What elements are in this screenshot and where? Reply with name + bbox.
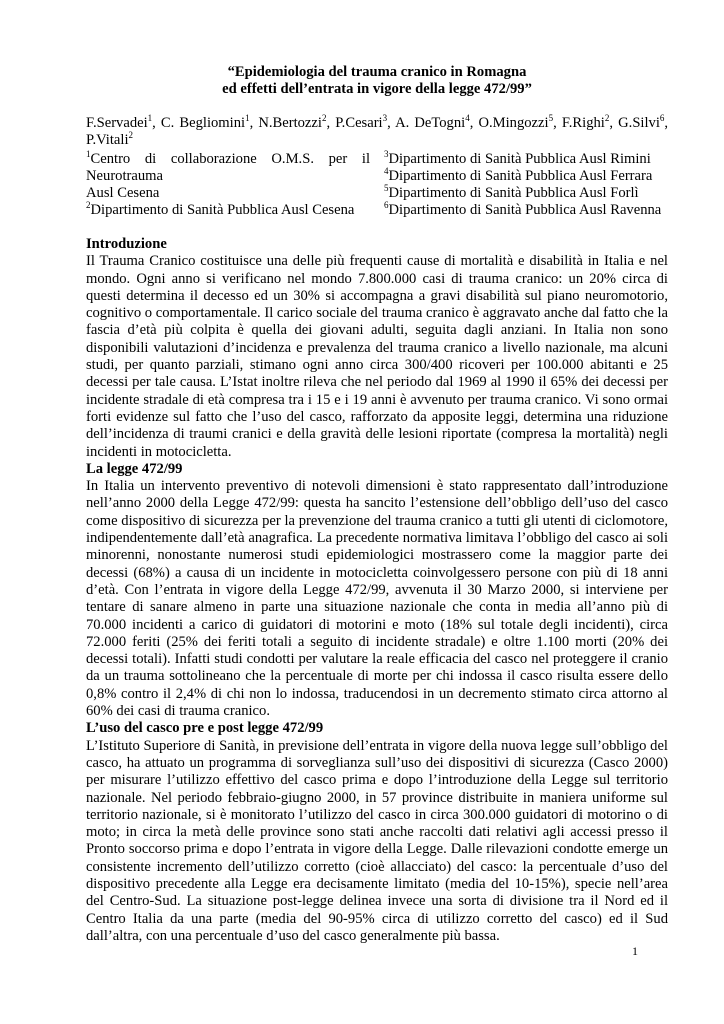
affiliation-text: Ausl Cesena [86,185,160,201]
affiliation-marker: 6 [384,200,389,211]
author-name: P.Cesari [335,115,383,131]
author-affiliation-marker: 2 [128,130,134,141]
affiliation-line [86,202,370,219]
affiliation-marker: 4 [384,166,389,177]
author-name: F.Righi [561,115,605,131]
page-number: 1 [632,944,638,958]
author-affiliation-marker: 5 [548,113,554,124]
document-title-line-2: ed effetti dell’entrata in vigore della legge 472/99” [222,81,532,97]
author-affiliation-marker: 2 [604,113,610,124]
affiliations-right-column [384,151,668,219]
author-affiliation-marker: 2 [321,113,327,124]
affiliation-line [384,168,668,185]
affiliation-line [86,185,370,202]
affiliation-text: Dipartimento di Sanità Pubblica Ausl Forlì [388,185,639,201]
affiliation-line [384,151,668,168]
affiliation-text: Dipartimento di Sanità Pubblica Ausl Cesena [90,202,355,218]
affiliation-line [384,185,668,202]
affiliation-text: Dipartimento di Sanità Pubblica Ausl Ravenna [388,202,662,218]
section-heading: La legge 472/99 [86,460,183,477]
author-name: G.Silvi [618,115,660,131]
affiliation-marker: 2 [86,200,91,211]
section-legge-472-99 [86,461,668,720]
author-name: P.Vitali [86,132,129,148]
document-title-line-1: “Epidemiologia del trauma cranico in Romagna [227,64,527,80]
affiliations [86,151,668,219]
author-list: F.Servadei$^1$, C. Begliomini$^1$, N.Bertozzi$^2$, P.Cesari$^3$, A. DeTogni$^4$, O.Mingozzi$^5$, F.Righi$^2$, G.Silvi$^6$, P.Vitali$^2$ [86,113,669,148]
affiliations-left-column [86,151,370,219]
document-content [86,64,668,945]
author-affiliation-marker: 6 [659,113,665,124]
author-name: A. DeTogni [395,115,466,131]
affiliation-line [86,168,370,185]
author-affiliation-marker: 4 [465,113,470,124]
affiliation-marker: 5 [384,183,389,194]
author-affiliation-marker: 3 [382,113,388,124]
author-name: F.Servadei [86,115,148,131]
section-heading: Introduzione [86,236,167,252]
affiliation-line [86,151,370,168]
section-heading: L’uso del casco pre e post legge 472/99 [86,720,324,737]
section-body: In Italia un intervento preventivo di notevoli dimensioni è stato rappresentato dall’introduzione nell’anno 2000 della Legge 472/99: questa ha sancito l’estensione dell’obbligo dell’uso del casco come dispositivo di sicurezza per la prevenzione del trauma cranico a tutti gli utenti di ciclomotore, indipendentemente dall’età anagrafica. La precedente normativa limitava l’obbligo del casco ai soli minorenni, nonostante numerosi studi epidemiologici mostrassero come la maggior parte dei decessi (68%) a causa di un incidente in motocicletta coinvolgessero persone con più di 18 anni d’età. Con l’entrata in vigore della Legge 472/99, avvenuta il 30 Marzo 2000, si interviene per tentare di sanare almeno in parte una situazione nazionale che conta in media all’anno più di 70.000 incidenti a carico di guidatori di motorini e moto (18% sul totale degli incidenti), circa 72.000 feriti (25% dei feriti totali a seguito di incidente stradale) e oltre 1.100 morti (20% dei decessi totali). Infatti studi condotti per valutare la reale efficacia del casco nel proteggere il cranio da un trauma sottolineano che la percentuale di morte per chi indossa il casco risulta essere dello 0,8% contro il 2,4% di chi non lo indossa, traducendosi in un decremento stimato circa attorno al 60% dei casi di trauma cranico. [86,478,668,720]
section-body: L’Istituto Superiore di Sanità, in previsione dell’entrata in vigore della nuova legge sull’obbligo del casco, ha attuato un programma di sorveglianza sull’uso dei dispositivi di sicurezza (Casco 2000) per misurare l’utilizzo effettivo del casco prima e dopo l’introduzione della Legge sul territorio nazionale. Nel periodo febbraio-giugno 2000, in 57 province distribuite in maniera uniforme sul territorio nazionale, si è monitorato l’utilizzo del casco in circa 300.000 guidatori di motorino o di moto; in circa la metà delle province sono stati anche raccolti dati relativi agli accessi presso il Pronto soccorso prima e dopo l’entrata in vigore della Legge. Dalle rilevazioni condotte emerge un consistente incremento dell’utilizzo corretto (cioè allacciato) del casco: la percentuale d’uso del dispositivo precedente alla Legge era decisamente limitato (media del 10-15%), specie nell’area del Centro-Sud. La situazione post-legge delinea invece una sorta di divisione tra il Nord ed il Centro Italia da una parte (media del 90-95% circa di utilizzo corretto del casco) ed il Sud dall’altra, con una percentuale d’uso del casco generalmente più bassa. [86,737,668,944]
affiliation-text: Neurotrauma [86,168,163,184]
author-affiliation-marker: 1 [245,113,250,124]
affiliation-text: Dipartimento di Sanità Pubblica Ausl Rimini [388,151,651,167]
author-name: O.Mingozzi [478,115,549,131]
section-body: Il Trauma Cranico costituisce una delle più frequenti cause di mortalità e disabilità in Italia e nel mondo. Ogni anno si verificano nel mondo 7.800.000 casi di trauma cranico: un 20% circa di questi determina il decesso ed un 30% si accompagna a gravi disabilità sul piano neuromotorio, cognitivo o comportamentale. Il carico sociale del trauma cranico è aggravato anche dal fatto che la fascia d’età più colpita è quella dei giovani adulti, seguita dagli anziani. In Italia non sono disponibili valutazioni d’incidenza e prevalenza del trauma cranico a livello nazionale, ma alcuni studi, per quanto parziali, stimano ogni anno circa 300/400 ricoveri per 100.000 abitanti e 25 decessi per tale causa. L’Istat inoltre rileva che nel periodo dal 1969 al 1990 il 65% dei decessi per incidente stradale di età compresa tra i 15 e i 19 anni è avvenuto per trauma cranico. Vi sono ormai forti evidenze sul fatto che l’uso del casco, rafforzato da apposite leggi, determina una riduzione dell’incidenza di traumi cranici e della gravità delle lesioni riportate (compresa la mortalità) negli incidenti in motocicletta. [86,253,668,460]
author-name: N.Bertozzi [258,115,322,131]
affiliation-marker: 1 [86,149,91,160]
affiliation-text: Centro di collaborazione O.M.S. per il [90,151,370,167]
affiliation-text: Dipartimento di Sanità Pubblica Ausl Ferrara [388,168,653,184]
section-introduzione [86,236,668,461]
section-uso-del-casco [86,720,668,945]
author-affiliation-marker: 1 [147,113,153,124]
affiliation-line [384,202,668,219]
affiliation-marker: 3 [384,149,389,160]
author-name: C. Begliomini [160,115,246,131]
